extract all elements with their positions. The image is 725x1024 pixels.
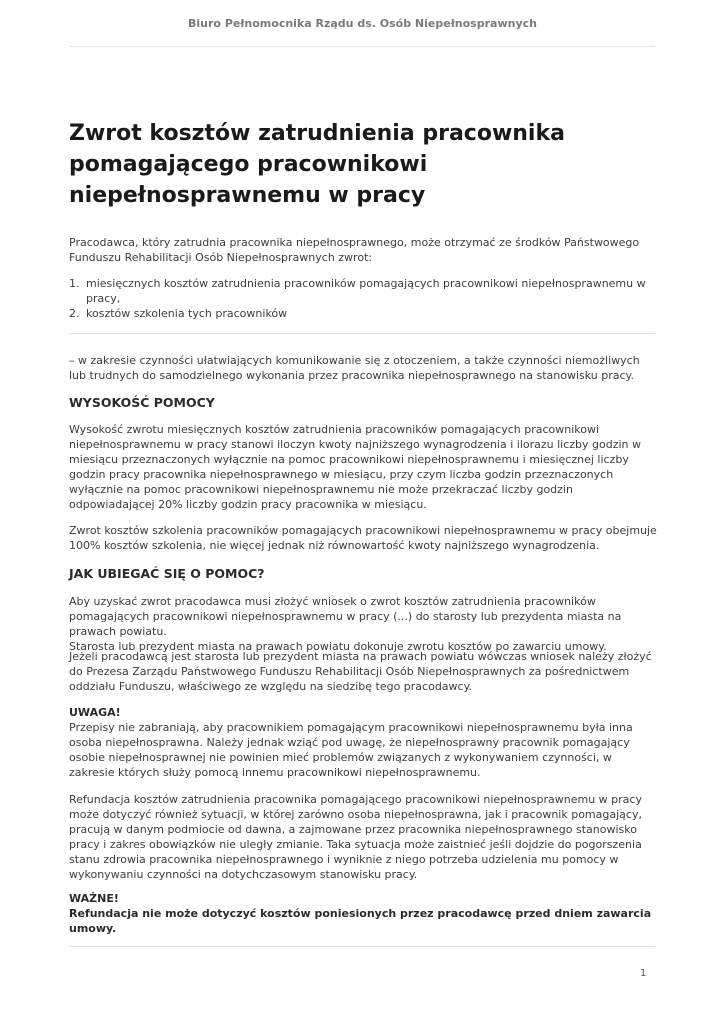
uwaga-label: UWAGA! [69,706,121,719]
amount-paragraph-2: Zwrot kosztów szkolenia pracowników pomagających pracownikowi niepełnosprawnemu w pracy obejmuje 100% kosztów szkolenia, nie więcej jednak niż równowartość kwoty najniższego wynagrodzenia. [69,524,657,552]
wazne-label: WAŻNE! [69,892,119,905]
refund-list [69,276,659,321]
wazne-text: Refundacja nie może dotyczyć kosztów poniesionych przez pracodawcę przed dniem zawarcia umowy. [69,907,652,935]
apply-paragraph-2: Jeżeli pracodawcą jest starosta lub prezydent miasta na prawach powiatu wówczas wniosek należy złożyć do Prezesa Zarządu Państwowego Funduszu Rehabilitacji Osób Niepełnosprawnych za pośrednictwem oddziału Funduszu, właściwego ze względu na siedzibę tego pracodawcy. [69,650,652,693]
refund-paragraph: Refundacja kosztów zatrudnienia pracownika pomagającego pracownikowi niepełnosprawnemu w pracy może dotyczyć również sytuacji, w której zarówno osoba niepełnosprawna, jak i pracownik pomagający, pracują w danym podmiocie od dawna, a zajmowane przez pracownika niepełnosprawnego stanowisko pracy i zakres obowiązków nie uległy zmianie. Taka sytuacja może zaistnieć jeśli dojdzie do pogorszenia stanu zdrowia pracownika niepełnosprawnego i wyniknie z niego potrzeba udzielenia mu pomocy w wykonywaniu czynności na dotychczasowym stanowisku pracy. [69,793,642,881]
list-item-text: miesięcznych kosztów zatrudnienia pracowników pomagających pracownikowi niepełnosprawnemu w pracy, [86,277,646,305]
section-heading-amount: WYSOKOŚĆ POMOCY [69,395,215,410]
document-header: Biuro Pełnomocnika Rządu ds. Osób Niepełnosprawnych [188,17,537,30]
apply-paragraph-1 [69,594,659,654]
intro-paragraph: Pracodawca, który zatrudnia pracownika niepełnosprawnego, może otrzymać ze środków Państwowego Funduszu Rehabilitacji Osób Niepełnosprawnych zwrot: [69,236,640,264]
list-item [69,276,659,306]
amount-paragraph-1: Wysokość zwrotu miesięcznych kosztów zatrudnienia pracowników pomagających pracownikowi niepełnosprawnemu w pracy stanowi iloczyn kwoty najniższego wynagrodzenia i ilorazu liczby godzin w miesiącu przeznaczonych wyłącznie na pomoc pracownikowi niepełnosprawnemu i miesięcznej liczby godzin pracy pracownika niepełnosprawnego w miesiącu, przy czym liczba godzin przeznaczonych wyłącznie na pomoc pracownikowi niepełnosprawnemu nie może przekraczać liczby godzin odpowiadającej 20% liczby godzin pracy pracownika w miesiącu. [69,423,642,511]
list-item-text: kosztów szkolenia tych pracowników [86,307,288,320]
apply-text-b: Starosta lub prezydent miasta na prawach powiatu dokonuje zwrotu kosztów po zawarciu umowy. [69,640,607,653]
list-item-number: 2. [69,307,80,320]
page-title: Zwrot kosztów zatrudnienia pracownika pomagającego pracownikowi niepełnosprawnemu w pracy [69,121,565,208]
header-divider [69,46,655,47]
list-item [69,306,659,321]
list-item-number: 1. [69,277,80,290]
footer-divider [69,946,655,947]
section-divider [69,333,655,334]
uwaga-text: Przepisy nie zabraniają, aby pracownikiem pomagającym pracownikowi niepełnosprawnemu była inna osoba niepełnosprawna. Należy jednak wziąć pod uwagę, że niepełnosprawny pracownik pomagający osobie niepełnosprawnej nie powinien mieć problemów związanych z wykonywaniem czynności, w zakresie których służy pomocą innemu pracownikowi niepełnosprawnemu. [69,721,633,779]
page-number: 1 [640,968,647,979]
wazne-note [69,891,659,936]
apply-text-a: Aby uzyskać zwrot pracodawca musi złożyć wniosek o zwrot kosztów zatrudnienia pracowników pomagających pracownikowi niepełnosprawnemu w pracy (...) do starosty lub prezydenta miasta na prawach powiatu. [69,595,622,638]
section-heading-apply: JAK UBIEGAĆ SIĘ O POMOC? [69,566,265,581]
uwaga-note [69,705,659,780]
scope-paragraph: – w zakresie czynności ułatwiających komunikowanie się z otoczeniem, a także czynności niemożliwych lub trudnych do samodzielnego wykonania przez pracownika niepełnosprawnego na stanowisku pracy. [69,354,640,382]
